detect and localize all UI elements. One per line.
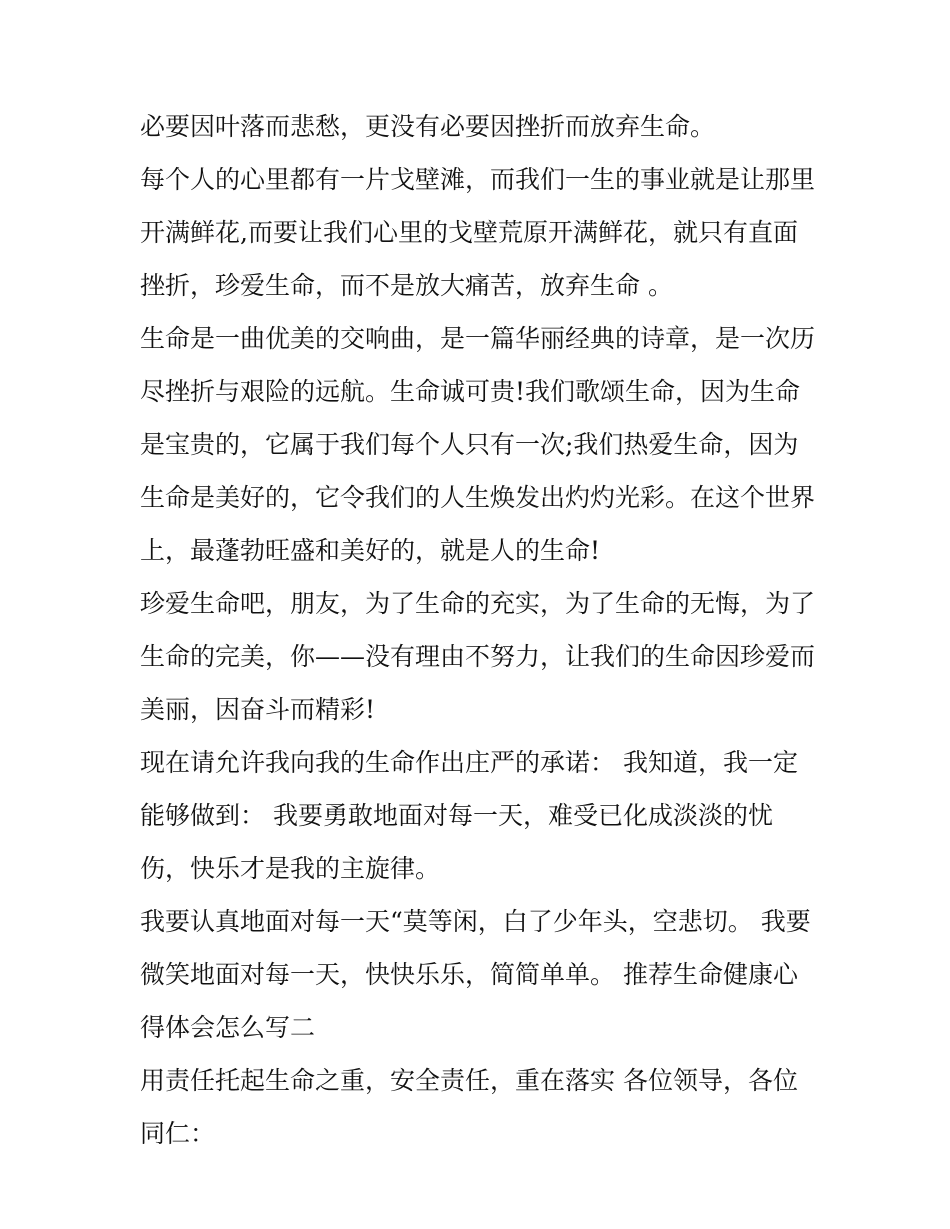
text-line: 生命的完美，你——没有理由不努力，让我们的生命因珍爱而 (140, 642, 816, 671)
text-line: 每个人的心里都有一片戈壁滩，而我们一生的事业就是让那里 (140, 165, 816, 194)
text-line: 得体会怎么写二 (140, 1013, 316, 1042)
text-line: 生命是一曲优美的交响曲，是一篇华丽经典的诗章，是一次历 (140, 324, 816, 353)
text-line: 同仁： (140, 1119, 216, 1148)
text-line: 用责任托起生命之重，安全责任，重在落实 各位领导，各位 (140, 1066, 798, 1095)
text-line: 美丽，因奋斗而精彩! (140, 695, 376, 724)
text-line: 开满鲜花,而要让我们心里的戈壁荒原开满鲜花，就只有直面 (140, 218, 798, 247)
text-line: 挫折，珍爱生命，而不是放大痛苦，放弃生命 。 (140, 271, 673, 300)
text-line: 现在请允许我向我的生命作出庄严的承诺： 我知道，我一定 (140, 748, 798, 777)
text-line: 我要认真地面对每一天“莫等闲，白了少年头，空悲切。 我要 (140, 907, 811, 936)
text-line: 伤，快乐才是我的主旋律。 (140, 854, 441, 883)
text-line: 微笑地面对每一天，快快乐乐，简简单单。 推荐生命健康心 (140, 960, 798, 989)
text-line: 能够做到： 我要勇敢地面对每一天，难受已化成淡淡的忧 (140, 801, 773, 830)
text-line: 上，最蓬勃旺盛和美好的，就是人的生命! (140, 536, 601, 565)
text-line: 生命是美好的，它令我们的人生焕发出灼灼光彩。在这个世界 (140, 483, 816, 512)
text-line: 必要因叶落而悲愁，更没有必要因挫折而放弃生命。 (140, 112, 716, 141)
text-line: 尽挫折与艰险的远航。生命诚可贵!我们歌颂生命，因为生命 (140, 377, 801, 406)
text-line: 是宝贵的，它属于我们每个人只有一次;我们热爱生命，因为 (140, 430, 799, 459)
text-line: 珍爱生命吧，朋友，为了生命的充实，为了生命的无悔，为了 (140, 589, 816, 618)
